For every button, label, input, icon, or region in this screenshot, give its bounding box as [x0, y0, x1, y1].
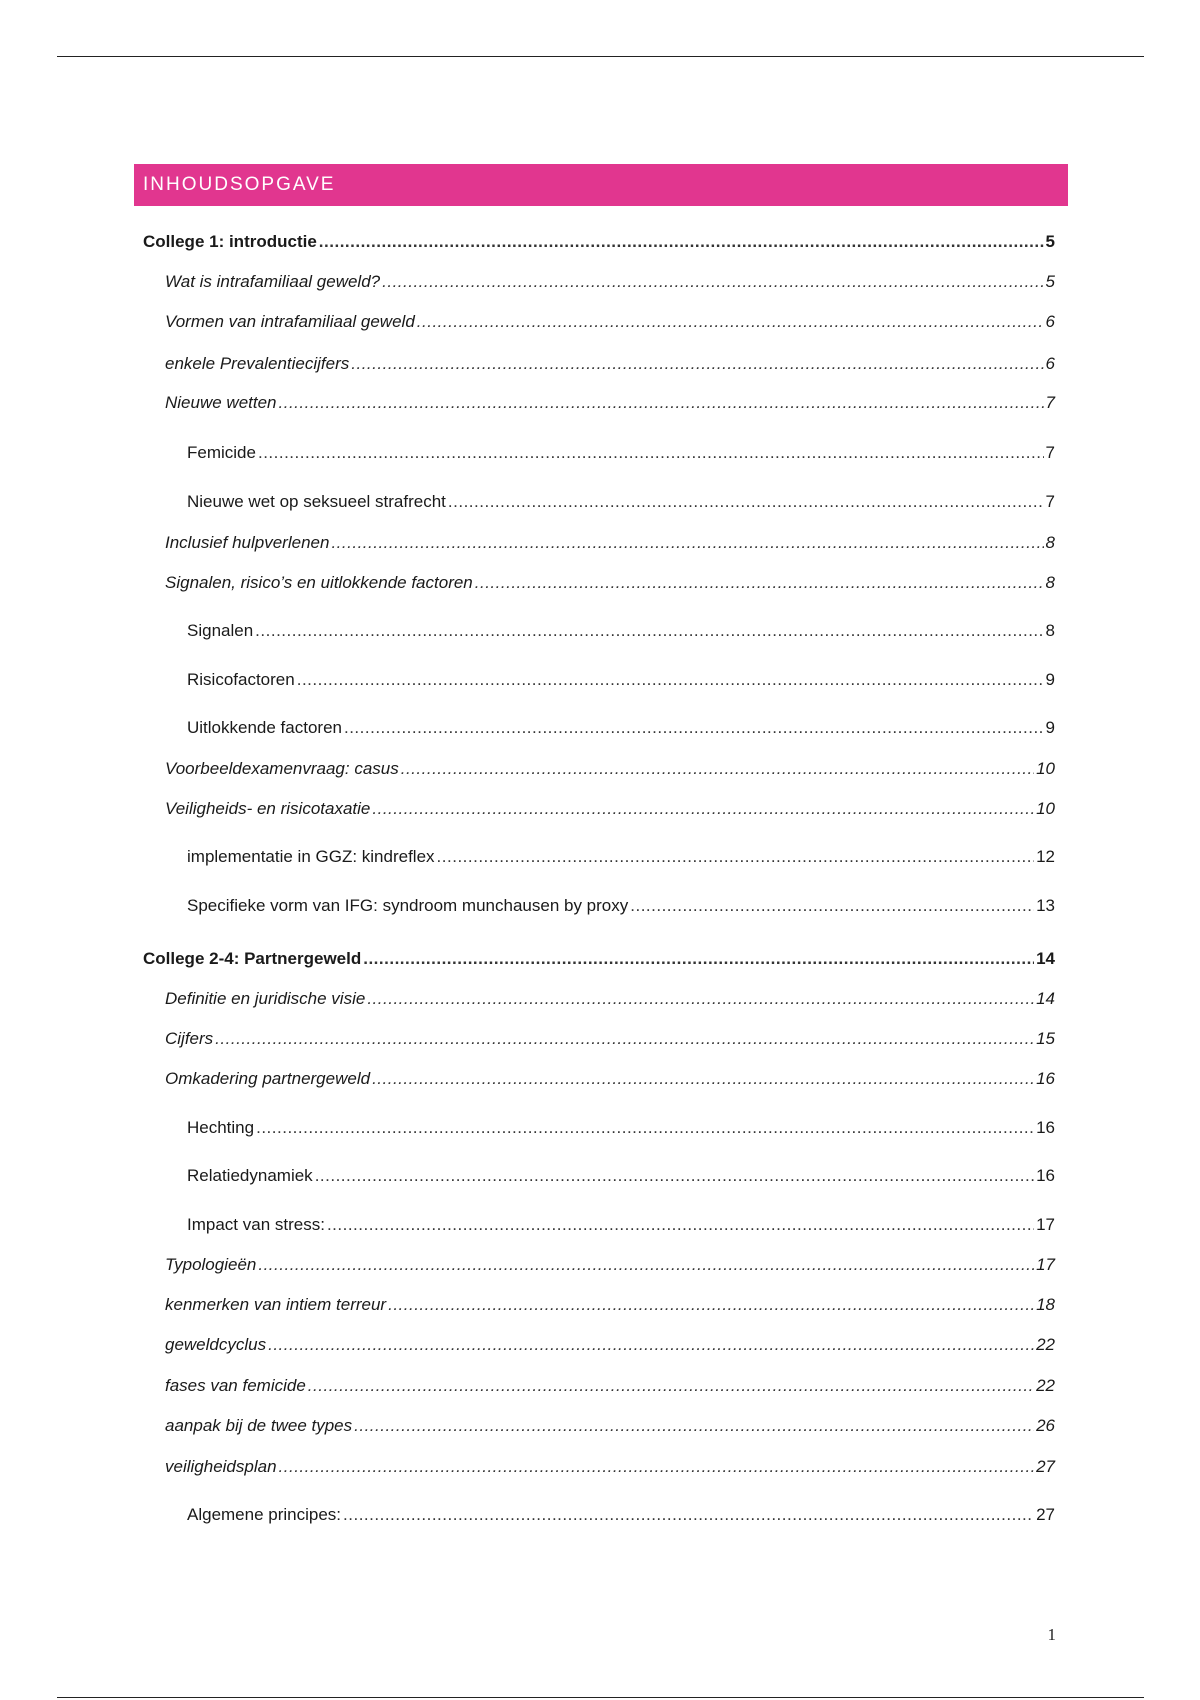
toc-entry-page: 27 — [1036, 1505, 1055, 1524]
toc-leader-dots — [630, 895, 1034, 917]
toc-entry-page: 7 — [1045, 393, 1055, 412]
toc-entry-label: Vormen van intrafamiliaal geweld — [165, 312, 415, 331]
toc-entry[interactable] — [187, 717, 1055, 739]
toc-leader-dots — [417, 311, 1044, 333]
toc-entry-label: Signalen, risico’s en uitlokkende factoren — [165, 573, 473, 592]
toc-entry[interactable] — [165, 392, 1055, 414]
toc-entry-label: Nieuwe wetten — [165, 393, 277, 412]
toc-entry-page: 10 — [1036, 759, 1055, 778]
toc-entry-label: aanpak bij de twee types — [165, 1416, 353, 1435]
toc-entry[interactable] — [165, 311, 1055, 333]
toc-entry[interactable] — [187, 442, 1055, 464]
toc-entry-page: 8 — [1045, 621, 1055, 640]
header-rule — [57, 56, 1144, 57]
toc-entry-page: 16 — [1036, 1069, 1055, 1088]
toc-entry-page: 9 — [1045, 670, 1055, 689]
toc-entry-page: 8 — [1045, 533, 1055, 552]
toc-entry-page: 8 — [1045, 573, 1055, 592]
toc-entry-label: kenmerken van intiem terreur — [165, 1295, 387, 1314]
toc-entry[interactable] — [187, 620, 1055, 642]
toc-leader-dots — [354, 1415, 1034, 1437]
toc-entry-page: 27 — [1036, 1457, 1055, 1476]
toc-entry[interactable] — [165, 1068, 1055, 1090]
toc-entry-page: 14 — [1036, 949, 1055, 968]
footer-rule — [57, 1697, 1144, 1698]
toc-entry[interactable] — [187, 1504, 1055, 1526]
toc-entry[interactable] — [165, 1294, 1055, 1316]
toc-entry[interactable] — [187, 1214, 1055, 1236]
toc-entry-label: Definitie en juridische visie — [165, 989, 366, 1008]
toc-leader-dots — [388, 1294, 1034, 1316]
toc-entry[interactable] — [143, 231, 1055, 253]
toc-entry-page: 5 — [1045, 272, 1055, 291]
toc-entry[interactable] — [165, 1254, 1055, 1276]
toc-entry-label: College 1: introductie — [143, 232, 317, 251]
toc-entry-page: 15 — [1036, 1029, 1055, 1048]
toc-leader-dots — [372, 798, 1034, 820]
toc-entry-page: 18 — [1036, 1295, 1055, 1314]
toc-entry-page: 7 — [1045, 492, 1055, 511]
toc-entry[interactable] — [165, 1415, 1055, 1437]
toc-entry-label: Typologieën — [165, 1255, 257, 1274]
toc-entry[interactable] — [165, 353, 1055, 375]
toc-entry-label: Wat is intrafamiliaal geweld? — [165, 272, 381, 291]
toc-entry-label: Nieuwe wet op seksueel strafrecht — [187, 492, 446, 511]
toc-entry-label: Cijfers — [165, 1029, 214, 1048]
toc-entry[interactable] — [165, 798, 1055, 820]
toc-entry[interactable] — [165, 988, 1055, 1010]
toc-entry-label: Relatiedynamiek — [187, 1166, 313, 1185]
toc-entry-label: Signalen — [187, 621, 254, 640]
toc-leader-dots — [315, 1165, 1034, 1187]
toc-entry-label: Inclusief hulpverlenen — [165, 533, 330, 552]
toc-entry[interactable] — [187, 669, 1055, 691]
toc-leader-dots — [372, 1068, 1034, 1090]
toc-entry-page: 26 — [1036, 1416, 1055, 1435]
toc-entry-page: 22 — [1036, 1335, 1055, 1354]
toc-entry-label: enkele Prevalentiecijfers — [165, 354, 350, 373]
toc-title-banner — [134, 164, 1068, 206]
toc-leader-dots — [215, 1028, 1034, 1050]
toc-entry-label: Uitlokkende factoren — [187, 718, 342, 737]
toc-leader-dots — [437, 846, 1035, 868]
toc-entry[interactable] — [187, 846, 1055, 868]
toc-leader-dots — [279, 392, 1044, 414]
toc-entry-label: implementatie in GGZ: kindreflex — [187, 847, 435, 866]
toc-entry-page: 22 — [1036, 1376, 1055, 1395]
toc-entry-label: Voorbeeldexamenvraag: casus — [165, 759, 399, 778]
toc-entry-label: Impact van stress: — [187, 1215, 325, 1234]
toc-entry-page: 16 — [1036, 1118, 1055, 1137]
toc-entry-label: geweldcyclus — [165, 1335, 267, 1354]
toc-entry-label: veiligheidsplan — [165, 1457, 277, 1476]
toc-entry[interactable] — [165, 572, 1055, 594]
toc-entry-label: Femicide — [187, 443, 256, 462]
toc-entry-page: 7 — [1045, 443, 1055, 462]
toc-leader-dots — [327, 1214, 1034, 1236]
toc-leader-dots — [401, 758, 1034, 780]
toc-leader-dots — [448, 491, 1044, 513]
toc-title: INHOUDSOPGAVE — [143, 174, 336, 195]
toc-entry[interactable] — [143, 948, 1055, 970]
toc-entry-page: 17 — [1036, 1255, 1055, 1274]
toc-entry[interactable] — [165, 758, 1055, 780]
toc-entry-page: 12 — [1036, 847, 1055, 866]
toc-leader-dots — [367, 988, 1034, 1010]
toc-entry-label: College 2-4: Partnergeweld — [143, 949, 362, 968]
toc-leader-dots — [258, 442, 1044, 464]
toc-entry-label: Hechting — [187, 1118, 255, 1137]
toc-leader-dots — [343, 1504, 1034, 1526]
toc-entry[interactable] — [165, 1456, 1055, 1478]
toc-leader-dots — [475, 572, 1044, 594]
toc-entry-page: 5 — [1045, 232, 1055, 251]
page-number: 1 — [1047, 1625, 1056, 1644]
toc-entry-page: 6 — [1045, 354, 1055, 373]
toc-leader-dots — [308, 1375, 1034, 1397]
toc-leader-dots — [331, 532, 1043, 554]
toc-entry-page: 14 — [1036, 989, 1055, 1008]
toc-leader-dots — [279, 1456, 1035, 1478]
toc-entry-page: 9 — [1045, 718, 1055, 737]
toc-entry-page: 13 — [1036, 896, 1055, 915]
toc-leader-dots — [258, 1254, 1034, 1276]
toc-leader-dots — [256, 1117, 1034, 1139]
toc-entry-page: 17 — [1036, 1215, 1055, 1234]
toc-entry-label: Omkadering partnergeweld — [165, 1069, 371, 1088]
toc-leader-dots — [255, 620, 1043, 642]
toc-entry[interactable] — [165, 271, 1055, 293]
toc-entry-page: 16 — [1036, 1166, 1055, 1185]
toc-entry[interactable] — [165, 1375, 1055, 1397]
toc-entry[interactable] — [187, 1117, 1055, 1139]
toc-leader-dots — [344, 717, 1044, 739]
toc-leader-dots — [319, 231, 1044, 253]
toc-entry-label: Veiligheids- en risicotaxatie — [165, 799, 371, 818]
toc-entry-label: Algemene principes: — [187, 1505, 342, 1524]
toc-entry-label: fases van femicide — [165, 1376, 306, 1395]
toc-entry[interactable] — [187, 491, 1055, 513]
toc-leader-dots — [268, 1334, 1034, 1356]
toc-entry[interactable] — [165, 532, 1055, 554]
toc-entry-page: 6 — [1045, 312, 1055, 331]
toc-entry[interactable] — [165, 1028, 1055, 1050]
toc-leader-dots — [351, 353, 1043, 375]
toc-entry[interactable] — [187, 1165, 1055, 1187]
toc-entry-label: Specifieke vorm van IFG: syndroom munchausen by proxy — [187, 896, 629, 915]
toc-entry[interactable] — [165, 1334, 1055, 1356]
toc-entry-label: Risicofactoren — [187, 670, 295, 689]
toc-entry-page: 10 — [1036, 799, 1055, 818]
toc-leader-dots — [382, 271, 1043, 293]
toc-entry[interactable] — [187, 895, 1055, 917]
toc-leader-dots — [297, 669, 1044, 691]
toc-leader-dots — [363, 948, 1034, 970]
